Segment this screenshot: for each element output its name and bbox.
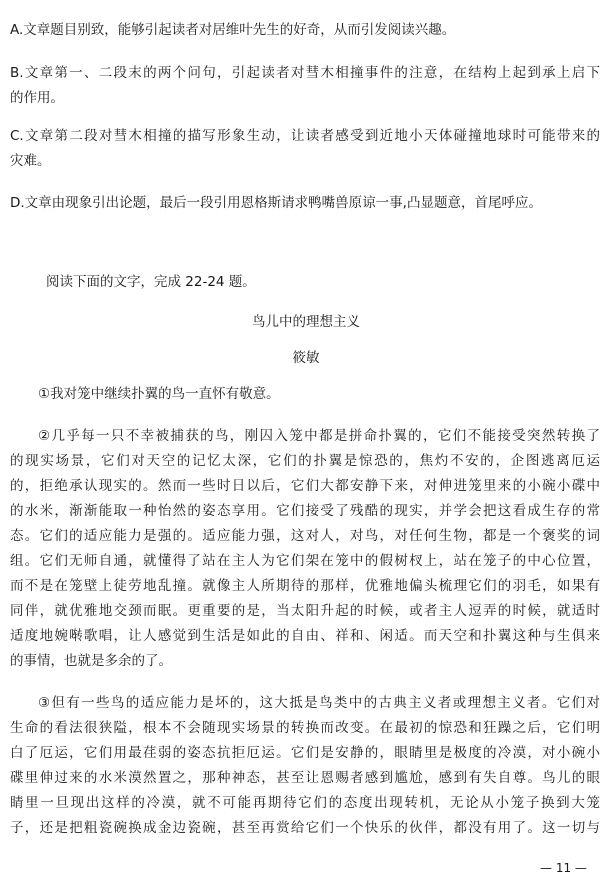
paragraph-line: ③但有一些鸟的适应能力是坏的，这大抵是鸟类中的古典主义者或理想主义者。它们对 <box>38 695 600 711</box>
paragraph-line: 生命的看法很狭隘，根本不会随现实场景的转换而改变。在最初的惊恐和狂躁之后，它们明 <box>10 720 600 736</box>
paragraph-line: ②几乎每一只不幸被捕获的鸟，刚囚入笼中都是拼命扑翼的，它们不能接受突然转换了 <box>38 428 600 444</box>
paragraph-line: 睛里一旦现出这样的冷漠，就不可能再期待它们的态度出现转机，无论从小笼子换到大笼 <box>10 795 600 811</box>
paragraph-line: 同伴，就优雅地交颈而眠。更重要的是，当太阳升起的时候，或者主人逗弄的时候，就适时 <box>10 603 600 619</box>
paragraph-line: 组。它们无师自通，就懂得了站在主人为它们架在笼中的假树杈上，站在笼子的中心位置， <box>10 553 600 569</box>
paragraph-line: 的事情，也就是多余的了。 <box>10 653 172 669</box>
option-b-line-1: B.文章第一、二段末的两个问句，引起读者对彗木相撞事件的注意，在结构上起到承上启下 <box>10 65 600 81</box>
article-author: 筱敏 <box>292 350 320 366</box>
paragraph-line: 态。它们的适应能力是强的。适应能力强，这对人，对鸟，对任何生物，都是一个褒奖的词 <box>10 528 600 544</box>
paragraph-line: 而不是在笼壁上徒劳地乱撞。就像主人所期待的那样，优雅地偏头梳理它们的羽毛，如果有 <box>10 578 600 594</box>
option-d: D.文章由现象引出论题，最后一段引用恩格斯请求鸭嘴兽原谅一事,凸显题意，首尾呼应。 <box>10 195 542 211</box>
paragraph-line: 的，拒绝承认现实的。然而一些时日以后，它们大都安静下来，对伸进笼里来的小碗小碟中 <box>10 478 600 494</box>
option-c-line-1: C.文章第二段对彗木相撞的描写形象生动，让读者感受到近地小天体碰撞地球时可能带来的 <box>10 128 600 144</box>
option-c-line-2: 灾难。 <box>10 153 51 169</box>
paragraph-line: 的现实场景，它们对天空的记忆太深，它们的扑翼是惊恐的，焦灼不安的，企图逃离厄运 <box>10 453 600 469</box>
paragraph-line: 的水米，渐渐能取一种怡然的姿态享用。它们接受了残酷的现实，并学会把这看成生存的常 <box>10 503 600 519</box>
option-a: A.文章题目别致，能够引起读者对居维叶先生的好奇，从而引发阅读兴趣。 <box>10 22 456 38</box>
paragraph-line: 白了厄运，它们用最荏弱的姿态抗拒厄运。它们是安静的，眼睛里是极度的冷漠，对小碗小 <box>10 745 600 761</box>
option-b-line-2: 的作用。 <box>10 90 64 106</box>
article-title: 鸟儿中的理想主义 <box>252 314 360 330</box>
paragraph-line: 适度地婉啭歌唱，让人感觉到生活是如此的自由、祥和、闲适。而天空和扑翼这种与生俱来 <box>10 628 600 644</box>
page-number: — 11 — <box>540 861 587 875</box>
reading-instruction: 阅读下面的文字，完成 22-24 题。 <box>46 274 256 290</box>
paragraph-line: 子，还是把粗瓷碗换成金边瓷碗，甚至再赏给它们一个快乐的伙伴，都没有用了。这一切与 <box>10 820 600 836</box>
paragraph-1: ①我对笼中继续扑翼的鸟一直怀有敬意。 <box>38 386 280 402</box>
paragraph-line: 碟里伸过来的水米漠然置之，那种神态，甚至让恩赐者感到尴尬，感到有失自尊。鸟儿的眼 <box>10 770 600 786</box>
